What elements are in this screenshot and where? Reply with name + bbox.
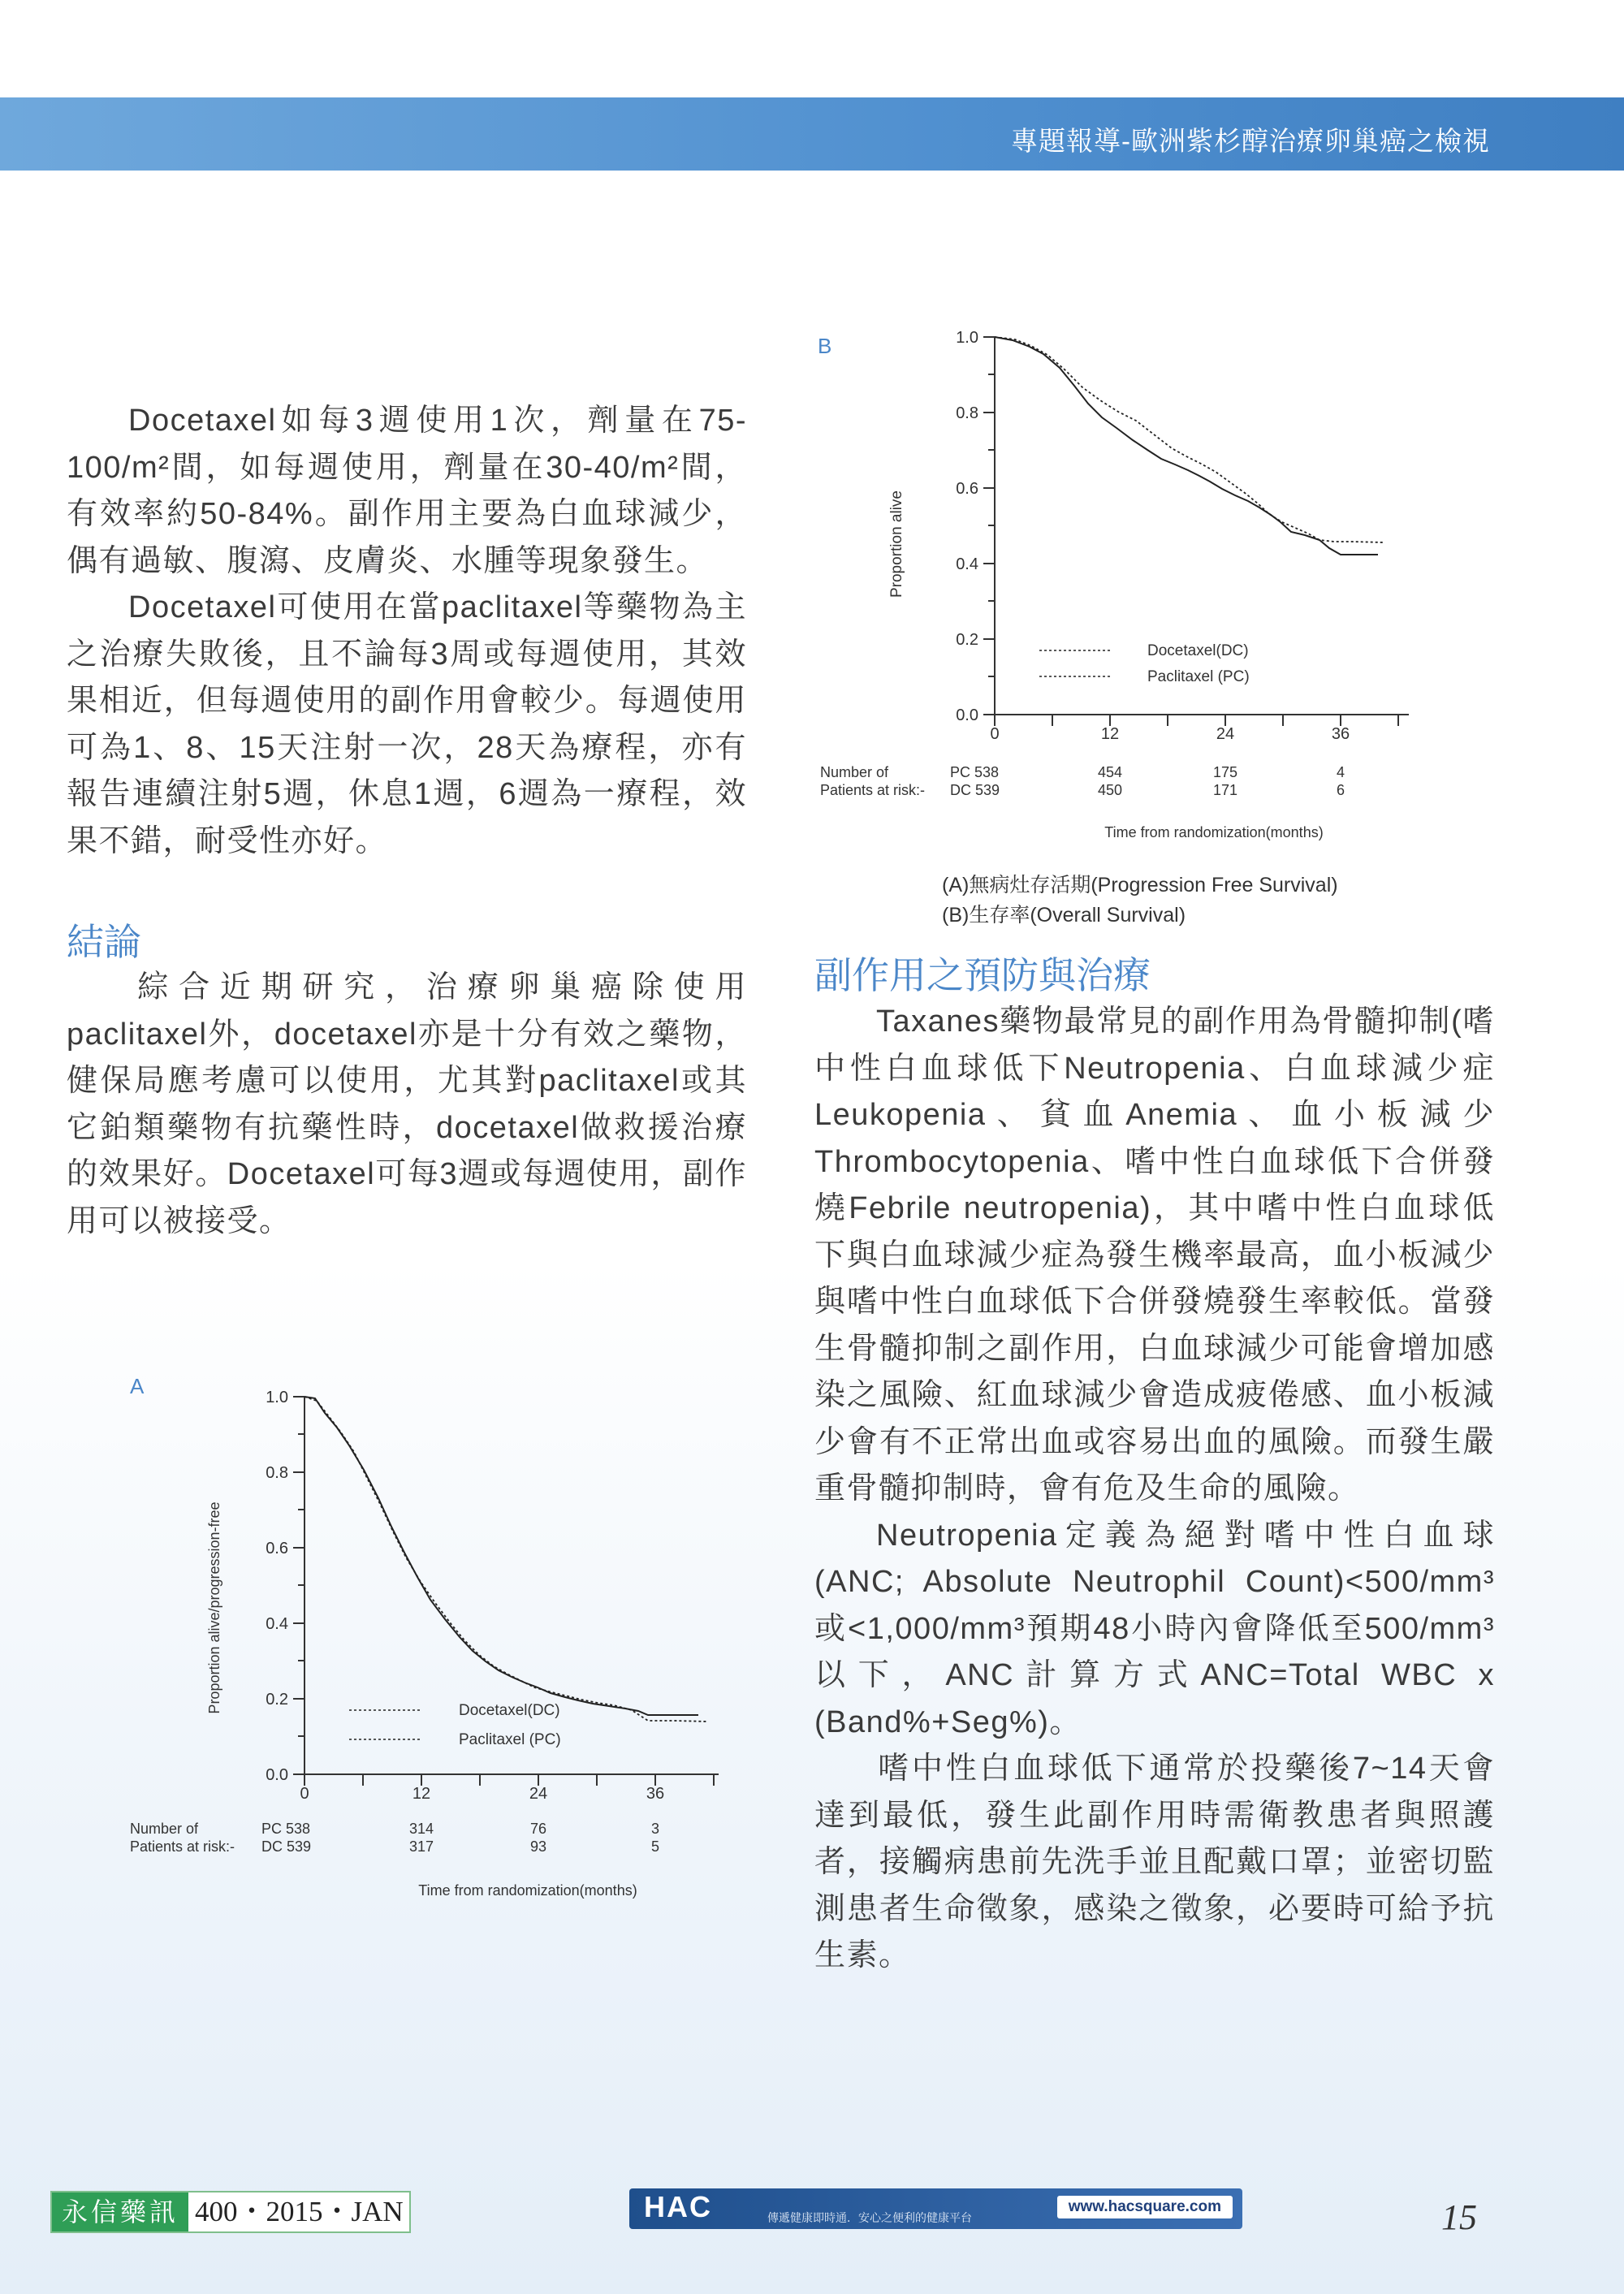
paragraph-neutropenia-care: 嗜中性白血球低下通常於投藥後7~14天會達到最低，發生此副作用時需衛教患者與照護者，接觸病患前先洗手並且配戴口罩；並密切監測患者生命徵象，感染之徵象，必要時可給予抗生素。	[814, 1752, 1495, 1972]
hac-url-link[interactable]: www.hacsquare.com	[1057, 2196, 1233, 2218]
curve-docetaxel	[995, 337, 1384, 542]
y-axis-label: Proportion alive/progression-free	[206, 1501, 222, 1714]
legend-docetaxel: Docetaxel(DC)	[1147, 642, 1249, 659]
risk-pc-36: 3	[650, 1821, 660, 1837]
right-column-text	[814, 999, 1495, 1980]
figure-a-progression-free-survival	[106, 1364, 739, 1904]
x-tick-36: 36	[1331, 725, 1350, 743]
risk-pc-24: 76	[529, 1821, 547, 1837]
section-heading-conclusion: 結論	[67, 921, 141, 963]
risk-dc-12: 317	[408, 1838, 434, 1855]
risk-pc-36: 4	[1336, 764, 1345, 780]
risk-dc-24: 93	[529, 1838, 547, 1855]
conclusion-paragraph: 綜合近期研究，治療卵巢癌除使用paclitaxel外，docetaxel亦是十分有效之藥物，健保局應考慮可以使用，尤其對paclitaxel或其它鉑類藥物有抗藥性時，docetaxel做救援治療的效果好。Docetaxel可每3週或每週使用，副作用可以被接受。	[67, 970, 747, 1238]
y-tick-2: 0.4	[956, 555, 978, 573]
risk-pc-12: 314	[408, 1821, 434, 1837]
curve-paclitaxel	[304, 1397, 698, 1715]
y-tick-5: 1.0	[266, 1389, 288, 1406]
y-tick-1: 0.2	[266, 1691, 288, 1709]
figure-label: A	[130, 1374, 145, 1398]
x-tick-0: 0	[990, 725, 1000, 743]
x-axis-label: Time from randomization(months)	[418, 1882, 637, 1899]
x-tick-12: 12	[412, 1785, 431, 1803]
risk-dc-label: DC 539	[950, 782, 1000, 798]
caption-a: (A)無病灶存活期(Progression Free Survival)	[942, 874, 1338, 896]
hac-banner	[629, 2188, 1242, 2229]
x-tick-0: 0	[300, 1785, 309, 1803]
risk-dc-label: DC 539	[261, 1838, 312, 1855]
risk-dc-36: 5	[650, 1838, 660, 1855]
x-tick-12: 12	[1100, 725, 1120, 743]
y-tick-1: 0.2	[956, 631, 978, 649]
paragraph-docetaxel-usage: Docetaxel可使用在當paclitaxel等藥物為主之治療失敗後，且不論每3周或每週使用，其效果相近，但每週使用的副作用會較少。每週使用可為1、8、15天注射一次，28天為療程，亦有報告連續注射5週，休息1週，6週為一療程，效果不錯，耐受性亦好。	[67, 590, 747, 858]
section-heading-side-effects: 副作用之預防與治療	[814, 954, 1151, 996]
risk-dc-12: 450	[1097, 782, 1123, 798]
hac-slogan: 傳遞健康即時通．安心之便利的健康平台	[767, 2211, 972, 2224]
hac-logo: HAC	[644, 2190, 712, 2223]
risk-pc-label: PC 538	[950, 764, 1000, 780]
x-tick-36: 36	[646, 1785, 665, 1803]
y-tick-5: 1.0	[956, 329, 978, 347]
y-tick-0: 0.0	[956, 706, 978, 724]
paragraph-myelosuppression: Taxanes藥物最常見的副作用為骨髓抑制(嗜中性白血球低下Neutropenia、白血球減少症Leukopenia、貧血Anemia、血小板減少Thrombocytopenia、嗜中性白血球低下合併發燒Febrile neutropenia)，其中嗜中性白血球低下與白血球減少症為發生機率最高，血小板減少與嗜中性白血球低下合併發燒發生率較低。當發生骨髓抑制之副作用，白血球減少可能會增加感染之風險、紅血球減少會造成疲倦感、血小板減少會有不正常出血或容易出血的風險。而發生嚴重骨髓抑制時，會有危及生命的風險。	[814, 1004, 1495, 1506]
risk-label-2: Patients at risk:-	[820, 782, 926, 798]
y-tick-2: 0.4	[266, 1615, 288, 1633]
page-number: 15	[1441, 2197, 1477, 2237]
y-axis-label: Proportion alive	[888, 490, 905, 598]
left-column-text	[67, 398, 747, 865]
risk-label-2: Patients at risk:-	[130, 1838, 235, 1855]
y-tick-0: 0.0	[266, 1766, 288, 1784]
figure-captions	[942, 871, 1338, 931]
footer-brand	[50, 2191, 411, 2233]
issue-info: 400・2015・JAN	[195, 2196, 404, 2227]
risk-dc-36: 6	[1336, 782, 1345, 798]
risk-label-1: Number of	[820, 764, 889, 780]
figure-label: B	[818, 334, 832, 358]
paragraph-docetaxel-dosage: Docetaxel如每3週使用1次，劑量在75-100/m²間，如每週使用，劑量在30-40/m²間，有效率約50-84%。副作用主要為白血球減少，偶有過敏、腹瀉、皮膚炎、水腫等現象發生。	[67, 404, 747, 578]
risk-dc-24: 171	[1212, 782, 1238, 798]
figure-b-overall-survival	[800, 321, 1433, 861]
y-tick-4: 0.8	[956, 404, 978, 422]
risk-pc-12: 454	[1097, 764, 1123, 780]
curve-paclitaxel	[995, 337, 1378, 555]
x-tick-24: 24	[1216, 725, 1235, 743]
curve-docetaxel	[304, 1397, 708, 1722]
risk-label-1: Number of	[130, 1821, 199, 1837]
risk-pc-24: 175	[1212, 764, 1238, 780]
y-tick-3: 0.6	[956, 480, 978, 498]
legend-paclitaxel: Paclitaxel (PC)	[1147, 668, 1250, 685]
legend-paclitaxel: Paclitaxel (PC)	[459, 1731, 561, 1748]
caption-b: (B)生存率(Overall Survival)	[942, 904, 1186, 927]
page-header-title: 專題報導-歐洲紫杉醇治療卵巢癌之檢視	[1011, 126, 1490, 156]
x-axis-label: Time from randomization(months)	[1104, 824, 1324, 840]
risk-pc-label: PC 538	[261, 1821, 311, 1837]
paragraph-neutropenia-definition: Neutropenia定義為絕對嗜中性白血球(ANC; Absolute Neutrophil Count)<500/mm³或<1,000/mm³預期48小時內會降低至500/mm³以下，ANC計算方式ANC=Total WBC x (Band%+Seg%)。	[814, 1518, 1495, 1739]
legend-docetaxel: Docetaxel(DC)	[459, 1702, 560, 1719]
x-tick-24: 24	[529, 1785, 548, 1803]
y-tick-3: 0.6	[266, 1540, 288, 1557]
y-tick-4: 0.8	[266, 1464, 288, 1482]
brand-logo: 永信藥訊	[52, 2192, 188, 2231]
